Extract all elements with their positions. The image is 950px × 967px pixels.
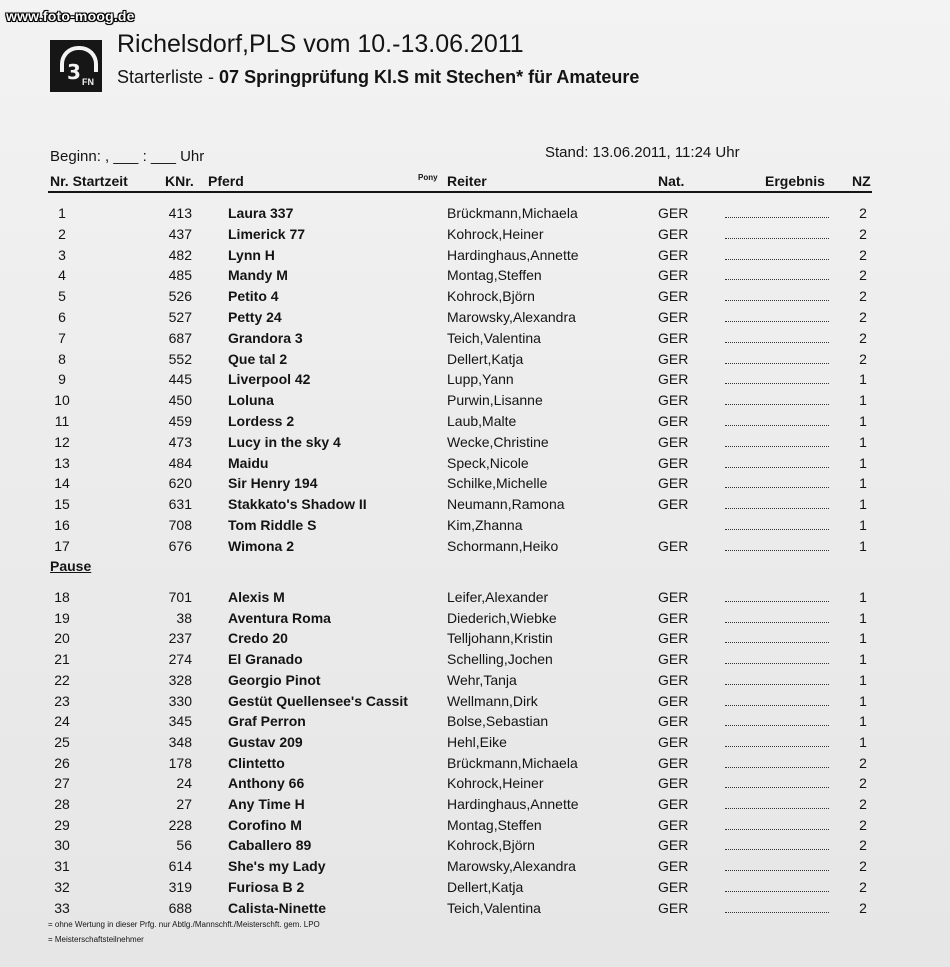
row-pferd: Anthony 66: [228, 775, 305, 792]
row-ergebnis-blank: [725, 837, 829, 850]
row-nz: 2: [859, 775, 867, 792]
table-row: [0, 815, 950, 836]
row-pferd: Liverpool 42: [228, 371, 311, 388]
row-knr: 228: [168, 816, 192, 833]
row-reiter: Kohrock,Björn: [447, 837, 535, 854]
row-knr: 614: [168, 858, 192, 875]
table-row: [0, 773, 950, 794]
row-nz: 1: [859, 651, 867, 668]
row-nat: GER: [658, 630, 689, 647]
row-ergebnis-blank: [725, 517, 829, 530]
row-ergebnis-blank: [725, 755, 829, 768]
row-nat: GER: [658, 692, 689, 709]
col-header-knr: KNr.: [165, 173, 194, 189]
stand-timestamp: Stand: 13.06.2011, 11:24 Uhr: [545, 144, 740, 161]
row-nat: GER: [658, 433, 689, 450]
subtitle-prefix: Starterliste -: [117, 67, 215, 87]
row-ergebnis-blank: [725, 309, 829, 322]
row-nat: GER: [658, 454, 689, 471]
row-reiter: Brückmann,Michaela: [447, 205, 578, 221]
row-nr: 3: [58, 246, 66, 263]
row-nat: GER: [658, 205, 689, 221]
row-reiter: Teich,Valentina: [447, 329, 541, 346]
row-knr: 631: [168, 496, 192, 513]
row-knr: 38: [176, 609, 192, 626]
row-ergebnis-blank: [725, 205, 829, 218]
table-row: [0, 203, 950, 224]
row-nr: 12: [54, 433, 70, 450]
row-nat: GER: [658, 671, 689, 688]
row-nr: 24: [54, 713, 70, 730]
logo-fn-text: FN: [82, 77, 94, 87]
row-nz: 1: [859, 671, 867, 688]
row-nat: GER: [658, 713, 689, 730]
page-subtitle: [117, 67, 639, 88]
row-reiter: Kim,Zhanna: [447, 517, 523, 533]
footnote-1: = ohne Wertung in dieser Prfg. nur Abtlg./Mannschft./Meisterschft. gem. LPO: [48, 920, 320, 929]
row-nz: 1: [859, 713, 867, 730]
row-nz: 2: [859, 267, 867, 284]
row-pferd: Stakkato's Shadow II: [228, 496, 367, 513]
row-nr: 22: [54, 671, 70, 688]
row-reiter: Dellert,Katja: [447, 878, 524, 895]
row-nz: 1: [859, 589, 867, 605]
row-knr: 445: [168, 371, 192, 388]
row-reiter: Schelling,Jochen: [447, 651, 553, 668]
row-knr: 526: [168, 288, 192, 305]
row-pferd: Calista-Ninette: [228, 899, 327, 916]
table-row: [0, 732, 950, 753]
row-pferd: Petito 4: [228, 288, 279, 305]
row-pferd: El Granado: [228, 651, 303, 668]
row-nr: 1: [58, 205, 66, 221]
row-ergebnis-blank: [725, 371, 829, 384]
row-knr: 450: [168, 392, 192, 409]
row-nr: 29: [54, 816, 70, 833]
row-reiter: Kohrock,Heiner: [447, 225, 544, 242]
row-nat: GER: [658, 858, 689, 875]
table-row: [0, 670, 950, 691]
row-nz: 2: [859, 350, 867, 367]
table-row: [0, 608, 950, 629]
col-header-nz: NZ: [852, 173, 871, 189]
row-pferd: Lynn H: [228, 246, 275, 263]
row-nat: GER: [658, 651, 689, 668]
row-nat: GER: [658, 496, 689, 513]
table-row: [0, 286, 950, 307]
row-nr: 18: [54, 589, 70, 605]
table-row: [0, 473, 950, 494]
row-nz: 1: [859, 392, 867, 409]
row-nat: GER: [658, 837, 689, 854]
row-nat: GER: [658, 733, 689, 750]
row-nat: GER: [658, 413, 689, 429]
footnote-2: = Meisterschaftsteilnehmer: [48, 935, 144, 944]
row-nr: 21: [54, 651, 70, 668]
row-nz: 1: [859, 692, 867, 709]
pause-label: Pause: [50, 558, 92, 574]
row-pferd: Mandy M: [228, 267, 288, 284]
row-nr: 5: [58, 288, 66, 305]
row-nr: 14: [54, 475, 70, 492]
row-nr: 20: [54, 630, 70, 647]
watermark: www.foto-moog.de: [6, 8, 135, 24]
row-reiter: Schormann,Heiko: [447, 537, 559, 554]
row-pferd: Caballero 89: [228, 837, 312, 854]
row-knr: 687: [168, 329, 192, 346]
row-knr: 274: [168, 651, 192, 668]
row-pferd: Aventura Roma: [228, 609, 331, 626]
row-nr: 23: [54, 692, 70, 709]
row-ergebnis-blank: [725, 475, 829, 488]
beginn-field: Beginn: , ___ : ___ Uhr: [50, 148, 205, 165]
row-nz: 2: [859, 878, 867, 895]
row-nr: 2: [58, 225, 66, 242]
row-knr: 688: [168, 899, 192, 916]
row-nat: GER: [658, 816, 689, 833]
row-reiter: Leifer,Alexander: [447, 589, 549, 605]
table-row: [0, 711, 950, 732]
row-knr: 701: [168, 589, 192, 605]
col-header-ergebnis: Ergebnis: [765, 173, 825, 189]
row-pferd: Furiosa B 2: [228, 878, 305, 895]
table-row: [0, 877, 950, 898]
row-knr: 178: [168, 754, 192, 771]
row-nat: GER: [658, 371, 689, 388]
row-nat: GER: [658, 537, 689, 554]
row-pferd: Sir Henry 194: [228, 475, 318, 492]
page-title: Richelsdorf,PLS vom 10.-13.06.2011: [117, 30, 524, 58]
row-nat: GER: [658, 796, 689, 812]
table-row: [0, 245, 950, 266]
table-row: [0, 515, 950, 536]
row-pferd: Limerick 77: [228, 225, 306, 242]
row-knr: 330: [168, 692, 192, 709]
row-pferd: Alexis M: [228, 589, 285, 605]
row-pferd: Grandora 3: [228, 329, 303, 346]
row-reiter: Dellert,Katja: [447, 350, 524, 367]
row-knr: 27: [176, 796, 192, 812]
row-ergebnis-blank: [725, 226, 829, 239]
table-row: [0, 691, 950, 712]
row-nz: 2: [859, 754, 867, 771]
row-nz: 1: [859, 517, 867, 533]
row-ergebnis-blank: [725, 858, 829, 871]
row-reiter: Bolse,Sebastian: [447, 713, 549, 730]
row-nr: 31: [54, 858, 70, 875]
table-row: [0, 328, 950, 349]
row-knr: 348: [168, 733, 192, 750]
table-row: [0, 628, 950, 649]
table-row: [0, 349, 950, 370]
row-pferd: Wimona 2: [228, 537, 294, 554]
row-ergebnis-blank: [725, 267, 829, 280]
row-nz: 2: [859, 837, 867, 854]
row-nr: 17: [54, 537, 70, 554]
row-knr: 345: [168, 713, 192, 730]
row-knr: 482: [168, 246, 192, 263]
row-ergebnis-blank: [725, 610, 829, 623]
row-nz: 2: [859, 309, 867, 325]
row-nr: 33: [54, 899, 70, 916]
row-pferd: Loluna: [228, 392, 274, 409]
table-row: [0, 432, 950, 453]
row-reiter: Diederich,Wiebke: [447, 609, 557, 626]
row-ergebnis-blank: [725, 589, 829, 602]
col-header-pony: Pony: [418, 173, 438, 182]
row-nr: 10: [54, 392, 70, 409]
row-pferd: Any Time H: [228, 796, 305, 812]
col-header-pferd: Pferd: [208, 173, 244, 189]
table-row: [0, 265, 950, 286]
row-nat: GER: [658, 246, 689, 263]
row-nat: GER: [658, 350, 689, 367]
subtitle-competition: 07 Springprüfung Kl.S mit Stechen* für Amateure: [219, 67, 640, 87]
row-nz: 2: [859, 205, 867, 221]
row-nz: 2: [859, 329, 867, 346]
row-pferd: Lordess 2: [228, 413, 295, 429]
row-nr: 9: [58, 371, 66, 388]
row-ergebnis-blank: [725, 734, 829, 747]
row-reiter: Laub,Malte: [447, 413, 517, 429]
row-pferd: Gustav 209: [228, 733, 303, 750]
row-ergebnis-blank: [725, 630, 829, 643]
row-knr: 552: [168, 350, 192, 367]
row-knr: 484: [168, 454, 192, 471]
table-row: [0, 587, 950, 608]
row-reiter: Purwin,Lisanne: [447, 392, 543, 409]
row-nz: 1: [859, 537, 867, 554]
row-reiter: Speck,Nicole: [447, 454, 529, 471]
row-ergebnis-blank: [725, 434, 829, 447]
row-nat: GER: [658, 775, 689, 792]
row-pferd: Corofino M: [228, 816, 302, 833]
table-row: [0, 536, 950, 557]
row-knr: 620: [168, 475, 192, 492]
logo-three: 3: [67, 60, 81, 84]
row-reiter: Neumann,Ramona: [447, 496, 565, 513]
row-nz: 2: [859, 288, 867, 305]
row-reiter: Teich,Valentina: [447, 899, 541, 916]
row-nr: 15: [54, 496, 70, 513]
row-nz: 1: [859, 433, 867, 450]
row-nat: GER: [658, 878, 689, 895]
row-nr: 27: [54, 775, 70, 792]
row-pferd: Gestüt Quellensee's Cassit: [228, 692, 408, 709]
table-row: [0, 649, 950, 670]
row-nz: 2: [859, 899, 867, 916]
row-nr: 25: [54, 733, 70, 750]
row-knr: 319: [168, 878, 192, 895]
row-reiter: Marowsky,Alexandra: [447, 858, 576, 875]
table-row: [0, 794, 950, 815]
row-knr: 473: [168, 433, 192, 450]
row-ergebnis-blank: [725, 900, 829, 913]
row-pferd: Credo 20: [228, 630, 288, 647]
table-row: [0, 494, 950, 515]
row-knr: 413: [168, 205, 192, 221]
row-nz: 1: [859, 630, 867, 647]
row-nat: GER: [658, 754, 689, 771]
row-pferd: Clintetto: [228, 754, 285, 771]
row-nat: GER: [658, 392, 689, 409]
row-ergebnis-blank: [725, 651, 829, 664]
row-knr: 24: [176, 775, 192, 792]
fn-logo: [50, 40, 102, 92]
row-ergebnis-blank: [725, 288, 829, 301]
row-nz: 1: [859, 371, 867, 388]
row-nz: 2: [859, 858, 867, 875]
row-nz: 1: [859, 733, 867, 750]
row-ergebnis-blank: [725, 330, 829, 343]
row-nz: 2: [859, 816, 867, 833]
row-reiter: Wehr,Tanja: [447, 671, 517, 688]
row-nat: GER: [658, 288, 689, 305]
row-knr: 56: [176, 837, 192, 854]
row-nz: 1: [859, 413, 867, 429]
row-pferd: Graf Perron: [228, 713, 306, 730]
header-rule: [48, 191, 872, 193]
row-nat: GER: [658, 329, 689, 346]
row-pferd: Maidu: [228, 454, 269, 471]
row-nat: GER: [658, 899, 689, 916]
row-nz: 1: [859, 475, 867, 492]
row-pferd: Lucy in the sky 4: [228, 433, 341, 450]
row-nr: 8: [58, 350, 66, 367]
row-ergebnis-blank: [725, 392, 829, 405]
row-nr: 26: [54, 754, 70, 771]
table-row: [0, 856, 950, 877]
row-ergebnis-blank: [725, 496, 829, 509]
row-nr: 16: [54, 517, 70, 533]
row-pferd: Laura 337: [228, 205, 294, 221]
table-row: [0, 453, 950, 474]
row-pferd: Que tal 2: [228, 350, 288, 367]
row-ergebnis-blank: [725, 713, 829, 726]
row-ergebnis-blank: [725, 693, 829, 706]
row-ergebnis-blank: [725, 538, 829, 551]
row-reiter: Wecke,Christine: [447, 433, 549, 450]
row-reiter: Kohrock,Björn: [447, 288, 535, 305]
table-row: [0, 369, 950, 390]
row-reiter: Wellmann,Dirk: [447, 692, 538, 709]
row-knr: 459: [168, 413, 192, 429]
row-nat: GER: [658, 609, 689, 626]
row-knr: 485: [168, 267, 192, 284]
row-nr: 30: [54, 837, 70, 854]
row-reiter: Brückmann,Michaela: [447, 754, 578, 771]
row-nat: GER: [658, 267, 689, 284]
row-pferd: Georgio Pinot: [228, 671, 321, 688]
row-ergebnis-blank: [725, 413, 829, 426]
table-row: [0, 411, 950, 432]
row-reiter: Schilke,Michelle: [447, 475, 548, 492]
row-ergebnis-blank: [725, 351, 829, 364]
row-knr: 676: [168, 537, 192, 554]
row-nat: GER: [658, 225, 689, 242]
row-nz: 2: [859, 225, 867, 242]
table-row: [0, 224, 950, 245]
row-nr: 11: [54, 413, 70, 429]
table-row: [0, 898, 950, 919]
row-knr: 527: [168, 309, 192, 325]
row-reiter: Kohrock,Heiner: [447, 775, 544, 792]
row-reiter: Hardinghaus,Annette: [447, 796, 579, 812]
col-header-nat: Nat.: [658, 173, 685, 189]
table-row: [0, 753, 950, 774]
row-ergebnis-blank: [725, 817, 829, 830]
row-reiter: Hardinghaus,Annette: [447, 246, 579, 263]
col-header-reiter: Reiter: [447, 173, 487, 189]
row-nz: 2: [859, 796, 867, 812]
row-knr: 708: [168, 517, 192, 533]
row-reiter: Hehl,Eike: [447, 733, 507, 750]
row-ergebnis-blank: [725, 775, 829, 788]
row-ergebnis-blank: [725, 879, 829, 892]
row-ergebnis-blank: [725, 796, 829, 809]
row-reiter: Montag,Steffen: [447, 816, 542, 833]
row-nr: 4: [58, 267, 66, 284]
row-reiter: Telljohann,Kristin: [447, 630, 553, 647]
row-nr: 7: [58, 329, 66, 346]
row-nz: 1: [859, 609, 867, 626]
row-nz: 2: [859, 246, 867, 263]
row-reiter: Lupp,Yann: [447, 371, 514, 388]
table-row: [0, 390, 950, 411]
table-row: [0, 307, 950, 328]
row-nr: 13: [54, 454, 70, 471]
row-nat: GER: [658, 309, 689, 325]
row-nat: GER: [658, 475, 689, 492]
row-pferd: She's my Lady: [228, 858, 326, 875]
row-ergebnis-blank: [725, 672, 829, 685]
row-pferd: Tom Riddle S: [228, 517, 317, 533]
row-reiter: Marowsky,Alexandra: [447, 309, 576, 325]
row-pferd: Petty 24: [228, 309, 282, 325]
row-ergebnis-blank: [725, 455, 829, 468]
row-nr: 32: [54, 878, 70, 895]
row-nat: GER: [658, 589, 689, 605]
col-header-nr-startzeit: Nr. Startzeit: [50, 173, 128, 189]
row-nr: 6: [58, 309, 66, 325]
row-knr: 437: [168, 225, 192, 242]
table-row: [0, 835, 950, 856]
row-knr: 237: [168, 630, 192, 647]
row-nr: 28: [54, 796, 70, 812]
row-reiter: Montag,Steffen: [447, 267, 542, 284]
row-nz: 1: [859, 496, 867, 513]
row-nr: 19: [54, 609, 70, 626]
row-nz: 1: [859, 454, 867, 471]
row-knr: 328: [168, 671, 192, 688]
row-ergebnis-blank: [725, 247, 829, 260]
